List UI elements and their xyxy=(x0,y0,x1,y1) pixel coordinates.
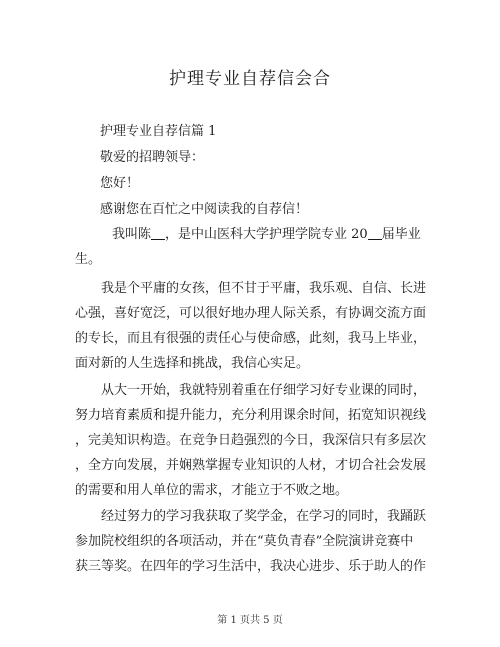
intro-part-1: 我叫陈 xyxy=(112,227,152,242)
page-number: 第 1 页共 5 页 xyxy=(217,615,283,626)
paragraph-line: 参加院校组织的各项活动，并在“莫负青春”全院演讲竞赛中 xyxy=(75,534,414,549)
intro-part-2: ，是中山医科大学护理学院专业 20 xyxy=(165,227,368,242)
salutation: 敬爱的招聘领导： xyxy=(100,150,205,165)
paragraph-line: ，全方向发展，并娴熟掌握专业知识的人材，才切合社会发展 xyxy=(75,458,427,473)
intro-part-3: 届毕业 xyxy=(381,227,421,242)
paragraph-line: 的需要和用人单位的需求，才能立于不败之地。 xyxy=(75,483,349,498)
section-heading: 护理专业自荐信篇 1 xyxy=(100,124,217,139)
paragraph-line: 的专长，而且有很强的责任心与使命感，此刻，我马上毕业， xyxy=(75,331,427,346)
paragraph-2 xyxy=(75,378,425,503)
intro-line-2: 生。 xyxy=(75,252,102,267)
paragraph-line: ，完美知识构造。在竞争日趋强烈的今日，我深信只有多层次 xyxy=(75,433,427,448)
document-title: 护理专业自荐信会合 xyxy=(169,69,331,89)
paragraph-line: 努力培育素质和提升能力，充分利用课余时间，拓宽知识视线 xyxy=(75,408,427,423)
paragraph-line: 面对新的人生选择和挑战，我信心实足。 xyxy=(75,356,310,371)
intro-line xyxy=(112,223,421,242)
paragraph-line: 我是个平庸的女孩，但不甘于平庸，我乐观、自信、长进 xyxy=(101,281,427,296)
name-blank xyxy=(151,225,165,240)
thanks-line: 感谢您在百忙之中阅读我的自荐信！ xyxy=(100,202,309,217)
year-blank xyxy=(368,225,382,240)
paragraph-line: 从大一开始，我就特别着重在仔细学习好专业课的同时， xyxy=(101,383,427,398)
paragraph-line: 心强，喜好宽泛，可以很好地办理人际关系，有协调交流方面 xyxy=(75,306,427,321)
paragraph-3 xyxy=(75,504,425,579)
paragraph-line: 经过努力的学习我获取了奖学金，在学习的同时，我踊跃 xyxy=(101,509,427,524)
paragraph-1 xyxy=(75,276,425,376)
paragraph-line: 获三等奖。在四年的学习生活中，我决心进步、乐于助人的作 xyxy=(75,559,427,574)
greeting: 您好！ xyxy=(100,176,140,191)
